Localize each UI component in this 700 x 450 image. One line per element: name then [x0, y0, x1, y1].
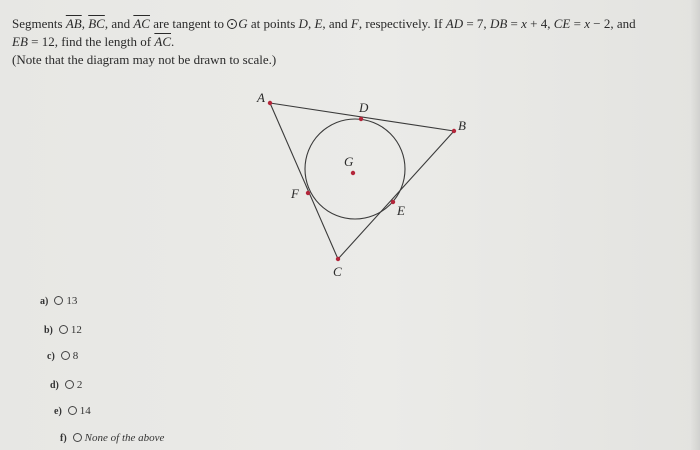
option-letter: d) [50, 380, 59, 391]
eb-label: EB [12, 34, 28, 49]
question-text-part: = [507, 16, 522, 31]
question-text-part: − 2, and [590, 16, 636, 31]
variable-x: x [584, 16, 590, 31]
question-text-part: , and [322, 16, 351, 31]
radio-button[interactable] [73, 433, 82, 442]
label-d: D [359, 100, 369, 115]
option-letter: b) [44, 325, 53, 336]
question-text-part: . [171, 34, 175, 49]
ce-label: CE [553, 16, 571, 31]
question-text-part: = 7, [463, 16, 490, 31]
label-c: C [333, 264, 342, 279]
question-text-part: = 12, find the length of [27, 34, 155, 49]
question-text-part: , respectively. If [358, 16, 446, 31]
db-label: DB [489, 16, 508, 31]
option-value: 13 [66, 295, 78, 307]
point-d-label: D [298, 16, 308, 31]
question-text-part: Segments [12, 16, 66, 31]
radio-button[interactable] [65, 380, 74, 389]
option-e[interactable] [54, 405, 91, 417]
segment-ac-label: AC [133, 16, 150, 31]
label-a: A [257, 90, 265, 105]
radio-button[interactable] [68, 406, 77, 415]
option-letter: a) [40, 296, 49, 307]
option-f[interactable] [60, 432, 164, 444]
segment-ab-label: AB [65, 16, 82, 31]
circle-name-label: G [238, 16, 248, 31]
question-text-part: are tangent to [149, 16, 228, 31]
radio-button[interactable] [54, 296, 63, 305]
question-text-part: , [307, 16, 315, 31]
option-value: 2 [76, 379, 83, 391]
question-text-part: = [570, 16, 585, 31]
point-e-label: E [314, 16, 323, 31]
ad-label: AD [445, 16, 464, 31]
question-text-part: at points [247, 16, 299, 31]
option-d[interactable] [50, 379, 82, 391]
label-g: G [344, 154, 354, 169]
variable-x: x [521, 16, 527, 31]
segment-bc-label: BC [88, 16, 105, 31]
question-text-part: , [81, 16, 89, 31]
option-c[interactable] [47, 350, 78, 362]
question-text-part: , and [104, 16, 134, 31]
option-value: 12 [70, 324, 82, 336]
option-value: 8 [72, 350, 79, 362]
label-e: E [397, 203, 405, 218]
question-text-part: + 4, [526, 16, 554, 31]
option-a[interactable] [40, 295, 77, 307]
label-f: F [291, 186, 299, 201]
label-b: B [458, 118, 466, 133]
radio-button[interactable] [61, 351, 70, 360]
diagram-note: (Note that the diagram may not be drawn to scale.) [12, 52, 277, 67]
radio-button[interactable] [59, 325, 68, 334]
point-f-label: F [350, 16, 359, 31]
option-value: 14 [79, 405, 91, 417]
option-letter: c) [47, 351, 55, 362]
segment-ac-label: AC [154, 34, 171, 49]
option-letter: e) [54, 406, 62, 417]
option-b[interactable] [44, 324, 82, 336]
option-value: None of the above [84, 432, 165, 444]
option-letter: f) [60, 433, 67, 444]
